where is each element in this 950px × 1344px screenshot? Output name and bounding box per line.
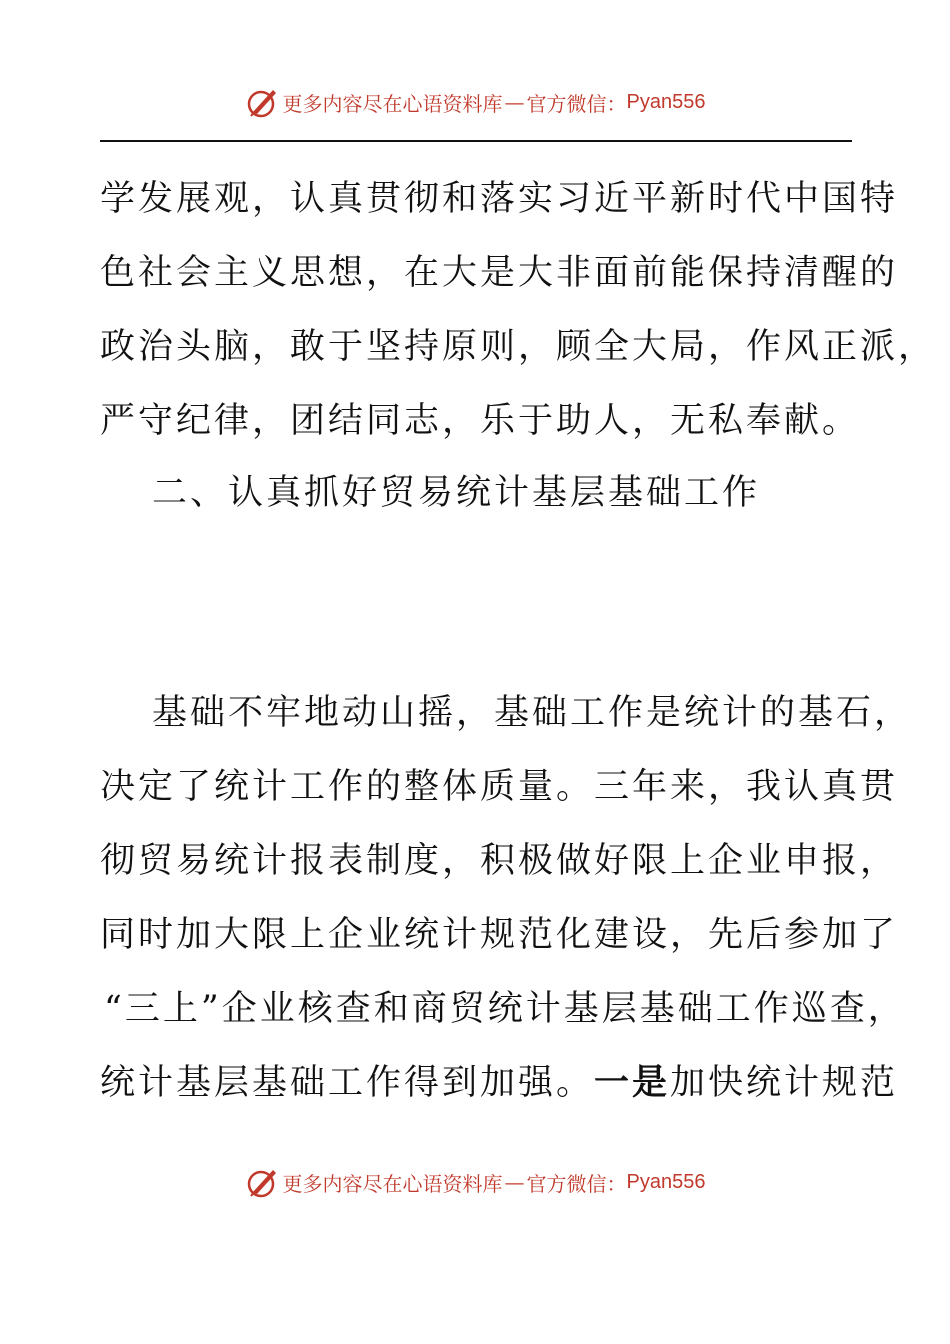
last-line-text: 统计基层基础工作得到加强。	[100, 1063, 595, 1103]
last-line-bold-text: 一是	[594, 1062, 671, 1103]
footer-watermark-banner	[0, 1162, 950, 1202]
footer-banner-label: 官方微信：	[526, 1171, 627, 1196]
body-line: 学发展观，认真贯彻和落实习近平新时代中国特	[100, 179, 899, 219]
paragraph-last-line	[100, 1046, 899, 1120]
paragraph-line: “三上”企业核查和商贸统计基层基础工作巡查，	[104, 989, 906, 1029]
quill-logo-icon	[245, 1164, 281, 1200]
header-banner-label: 官方微信：	[526, 91, 627, 116]
header-watermark-banner	[0, 82, 950, 122]
body-line: 严守纪律，团结同志，乐于助人，无私奉献。	[100, 401, 861, 441]
footer-banner-account: Pyan556	[626, 1170, 706, 1193]
section-heading: 二、认真抓好贸易统计基层基础工作	[152, 473, 761, 513]
last-line-tail-text: 加快统计规范	[670, 1063, 899, 1103]
body-line: 色社会主义思想，在大是大非面前能保持清醒的	[100, 253, 899, 293]
header-banner-separator: —	[504, 90, 525, 114]
footer-banner-separator: —	[504, 1170, 525, 1194]
footer-banner-text: 更多内容尽在心语资料库	[282, 1171, 503, 1196]
header-divider	[100, 140, 852, 142]
header-banner-text: 更多内容尽在心语资料库	[282, 91, 503, 116]
header-banner-account: Pyan556	[626, 90, 706, 113]
paragraph-line: 决定了统计工作的整体质量。三年来，我认真贯	[100, 767, 899, 807]
paragraph-line: 同时加大限上企业统计规范化建设，先后参加了	[100, 915, 899, 955]
paragraph-line: 基础不牢地动山摇，基础工作是统计的基石，	[152, 693, 913, 733]
quill-logo-icon	[245, 84, 281, 120]
body-line: 政治头脑，敢于坚持原则，顾全大局，作风正派，	[100, 327, 937, 367]
paragraph-line: 彻贸易统计报表制度，积极做好限上企业申报，	[100, 841, 899, 881]
